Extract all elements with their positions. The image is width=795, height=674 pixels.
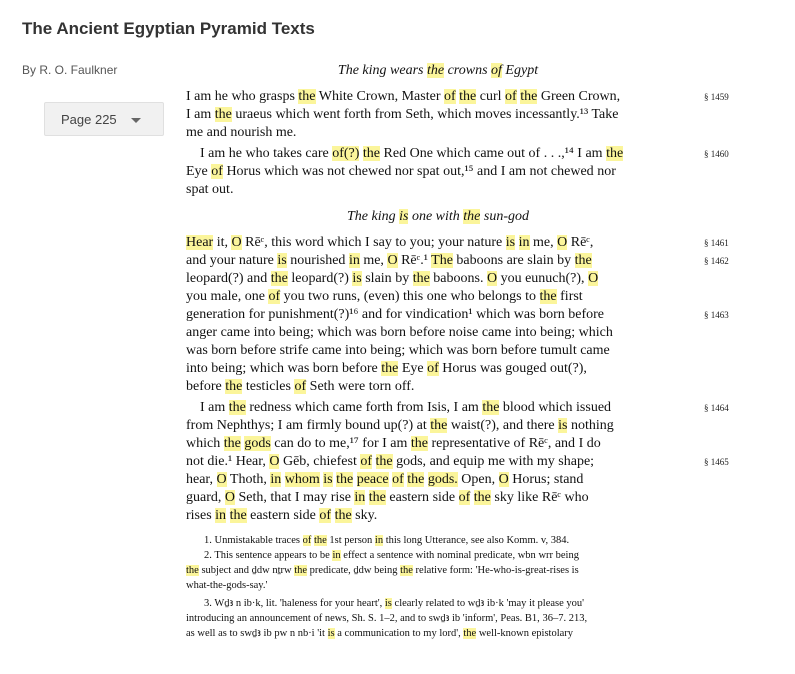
margin-reference: § 1459	[704, 92, 729, 102]
search-highlight: the	[362, 146, 381, 161]
search-highlight: the	[520, 89, 538, 104]
text-line: I am he who grasps the White Crown, Master of the curl of the Green Crown,	[186, 89, 621, 104]
text-line: rises in the eastern side of the sky.	[186, 508, 378, 523]
text-line: was born before strife came into being; which was born before tumult came	[186, 343, 610, 358]
section-heading: The king is one with the sun-god	[346, 209, 530, 224]
search-highlight: the	[368, 490, 386, 505]
search-highlight: O	[231, 235, 242, 250]
search-highlight: The	[431, 253, 453, 268]
search-highlight: O	[588, 271, 599, 286]
search-highlight: is	[558, 418, 568, 433]
margin-reference: § 1462	[704, 256, 729, 266]
search-highlight: the	[334, 508, 352, 523]
search-highlight: the	[473, 490, 491, 505]
text-line: you male, one of you two runs, (even) this one who belongs to the first	[186, 289, 583, 304]
search-highlight: O	[224, 490, 236, 505]
search-highlight: the	[375, 454, 393, 469]
search-highlight: of	[444, 89, 456, 104]
margin-reference: § 1461	[704, 238, 729, 248]
search-highlight: in	[270, 472, 282, 487]
search-highlight: of	[458, 490, 471, 505]
search-highlight: the	[381, 361, 399, 376]
search-highlight: in	[215, 508, 227, 523]
text-line: I am the uraeus which went forth from Seth, which moves incessantly.¹³ Take	[186, 107, 619, 122]
search-highlight: of	[294, 379, 307, 394]
search-highlight: the	[298, 89, 316, 104]
footnote-line: introducing an announcement of news, Sh. S. 1–2, and to swḏꜣ ib 'inform', Peas. B1, 36–7. 213,	[186, 613, 588, 624]
search-highlight: is	[327, 628, 335, 639]
text-line: anger came into being; which was born before noise came into being; which	[186, 325, 613, 340]
search-highlight: the	[407, 472, 425, 487]
search-highlight: the	[225, 379, 243, 394]
margin-reference: § 1463	[704, 310, 729, 320]
footnote-line: what-the-gods-say.'	[186, 580, 268, 591]
search-highlight: the	[426, 63, 445, 78]
search-highlight: the	[270, 271, 288, 286]
search-highlight: O	[387, 253, 398, 268]
search-highlight: the	[459, 89, 477, 104]
search-highlight: the	[229, 508, 247, 523]
search-highlight: is	[277, 253, 287, 268]
search-highlight: O	[498, 472, 509, 487]
search-highlight: the	[463, 209, 481, 224]
search-highlight: in	[348, 253, 360, 268]
text-line: me and nourish me.	[186, 125, 297, 140]
search-highlight: peace	[356, 472, 389, 487]
margin-reference: § 1460	[704, 149, 729, 159]
search-highlight: of	[392, 472, 404, 487]
search-highlight: the	[400, 565, 413, 576]
search-highlight: gods	[244, 436, 271, 451]
search-highlight: O	[557, 235, 568, 250]
dropdown-caret-icon	[131, 118, 141, 123]
text-line: and your nature is nourished in me, O Rēᶜ.¹ The baboons are slain by the	[186, 253, 592, 268]
search-highlight: the	[228, 400, 246, 415]
search-highlight: the	[463, 628, 477, 639]
search-highlight: O	[269, 454, 280, 469]
text-line: before the testicles of Seth were torn off.	[186, 379, 415, 394]
footnote-line: 2. This sentence appears to be in effect a sentence with nominal predicate, wbn wrr being	[204, 550, 579, 561]
search-highlight: O	[486, 271, 498, 286]
search-highlight: the	[574, 253, 592, 268]
search-highlight: whom	[284, 472, 320, 487]
text-line: guard, O Seth, that I may rise in the eastern side of the sky like Rēᶜ who	[186, 490, 589, 505]
footnote-line: as well as to swḏꜣ ib pw n nb·i 'it is a communication to my lord', the well-known epistolary	[186, 628, 574, 639]
search-highlight: the	[336, 472, 354, 487]
text-line: into being; which was born before the Eye of Horus was gouged out(?),	[186, 361, 587, 376]
search-highlight: the	[412, 271, 430, 286]
margin-reference: § 1464	[704, 403, 729, 413]
search-highlight: of	[427, 361, 439, 376]
search-highlight: the	[214, 107, 232, 122]
search-highlight: O	[216, 472, 227, 487]
search-highlight: of(?)	[332, 146, 360, 161]
text-line: Hear it, O Rēᶜ, this word which I say to you; your nature is in me, O Rēᶜ,	[186, 235, 594, 250]
search-highlight: is	[352, 271, 362, 286]
search-highlight: in	[332, 550, 341, 561]
text-line: I am the redness which came forth from Isis, I am the blood which issued	[200, 400, 612, 415]
footnote-line: 3. Wḏꜣ n ib·k, lit. 'haleness for your heart', is clearly related to wḏꜣ ib·k 'may it please you'	[204, 598, 585, 609]
search-highlight: the	[186, 565, 199, 576]
search-highlight: of	[360, 454, 372, 469]
search-highlight: is	[323, 472, 333, 487]
margin-reference: § 1465	[704, 457, 729, 467]
search-highlight: Hear	[186, 235, 214, 250]
page-select-button[interactable]	[44, 102, 164, 136]
footnote-line: 1. Unmistakable traces of the 1st person in this long Utterance, see also Komm. v, 384.	[204, 535, 570, 546]
search-highlight: of	[211, 164, 223, 179]
page-select-label: Page 225	[61, 112, 117, 127]
search-highlight: the	[223, 436, 241, 451]
search-highlight: of	[491, 63, 502, 78]
book-author: By R. O. Faulkner	[22, 63, 118, 77]
search-highlight: the	[313, 535, 327, 546]
footnote-line: the subject and ḏdw nṯrw the predicate, ḏdw being the relative form: 'He-who-is-great-rises is	[186, 565, 579, 576]
text-line: spat out.	[186, 182, 234, 197]
search-highlight: is	[399, 209, 409, 224]
text-line: generation for punishment(?)¹⁶ and for vindication¹ which was born before	[186, 307, 604, 322]
search-highlight: gods.	[427, 472, 458, 487]
search-highlight: the	[410, 436, 429, 451]
text-line: from Nephthys; I am firmly bound up(?) at the waist(?), and there is nothing	[186, 418, 614, 433]
text-line: not die.¹ Hear, O Gēb, chiefest of the gods, and equip me with my shape;	[186, 454, 595, 469]
search-highlight: the	[482, 400, 500, 415]
search-highlight: in	[354, 490, 366, 505]
search-highlight: of	[505, 89, 517, 104]
text-line: leopard(?) and the leopard(?) is slain by the baboons. O you eunuch(?), O	[186, 271, 599, 286]
search-highlight: of	[319, 508, 332, 523]
search-highlight: of	[302, 535, 312, 546]
search-highlight: the	[539, 289, 557, 304]
search-highlight: in	[518, 235, 530, 250]
search-highlight: is	[384, 598, 392, 609]
section-heading: The king wears the crowns of Egypt	[337, 63, 539, 78]
text-line: Eye of Horus which was not chewed nor spat out,¹⁵ and I am not chewed nor	[186, 164, 616, 179]
book-page-scan	[178, 56, 738, 656]
text-line: I am he who takes care of(?) the Red One which came out of . . .,¹⁴ I am the	[200, 146, 624, 161]
search-highlight: the	[430, 418, 448, 433]
search-highlight: of	[268, 289, 281, 304]
search-highlight: is	[505, 235, 516, 250]
search-highlight: in	[374, 535, 384, 546]
text-line: hear, O Thoth, in whom is the peace of the gods. Open, O Horus; stand	[186, 472, 584, 487]
text-line: which the gods can do to me,¹⁷ for I am the representative of Rēᶜ, and I do	[186, 436, 601, 451]
book-title: The Ancient Egyptian Pyramid Texts	[22, 19, 315, 38]
search-highlight: the	[294, 565, 308, 576]
search-highlight: the	[606, 146, 624, 161]
